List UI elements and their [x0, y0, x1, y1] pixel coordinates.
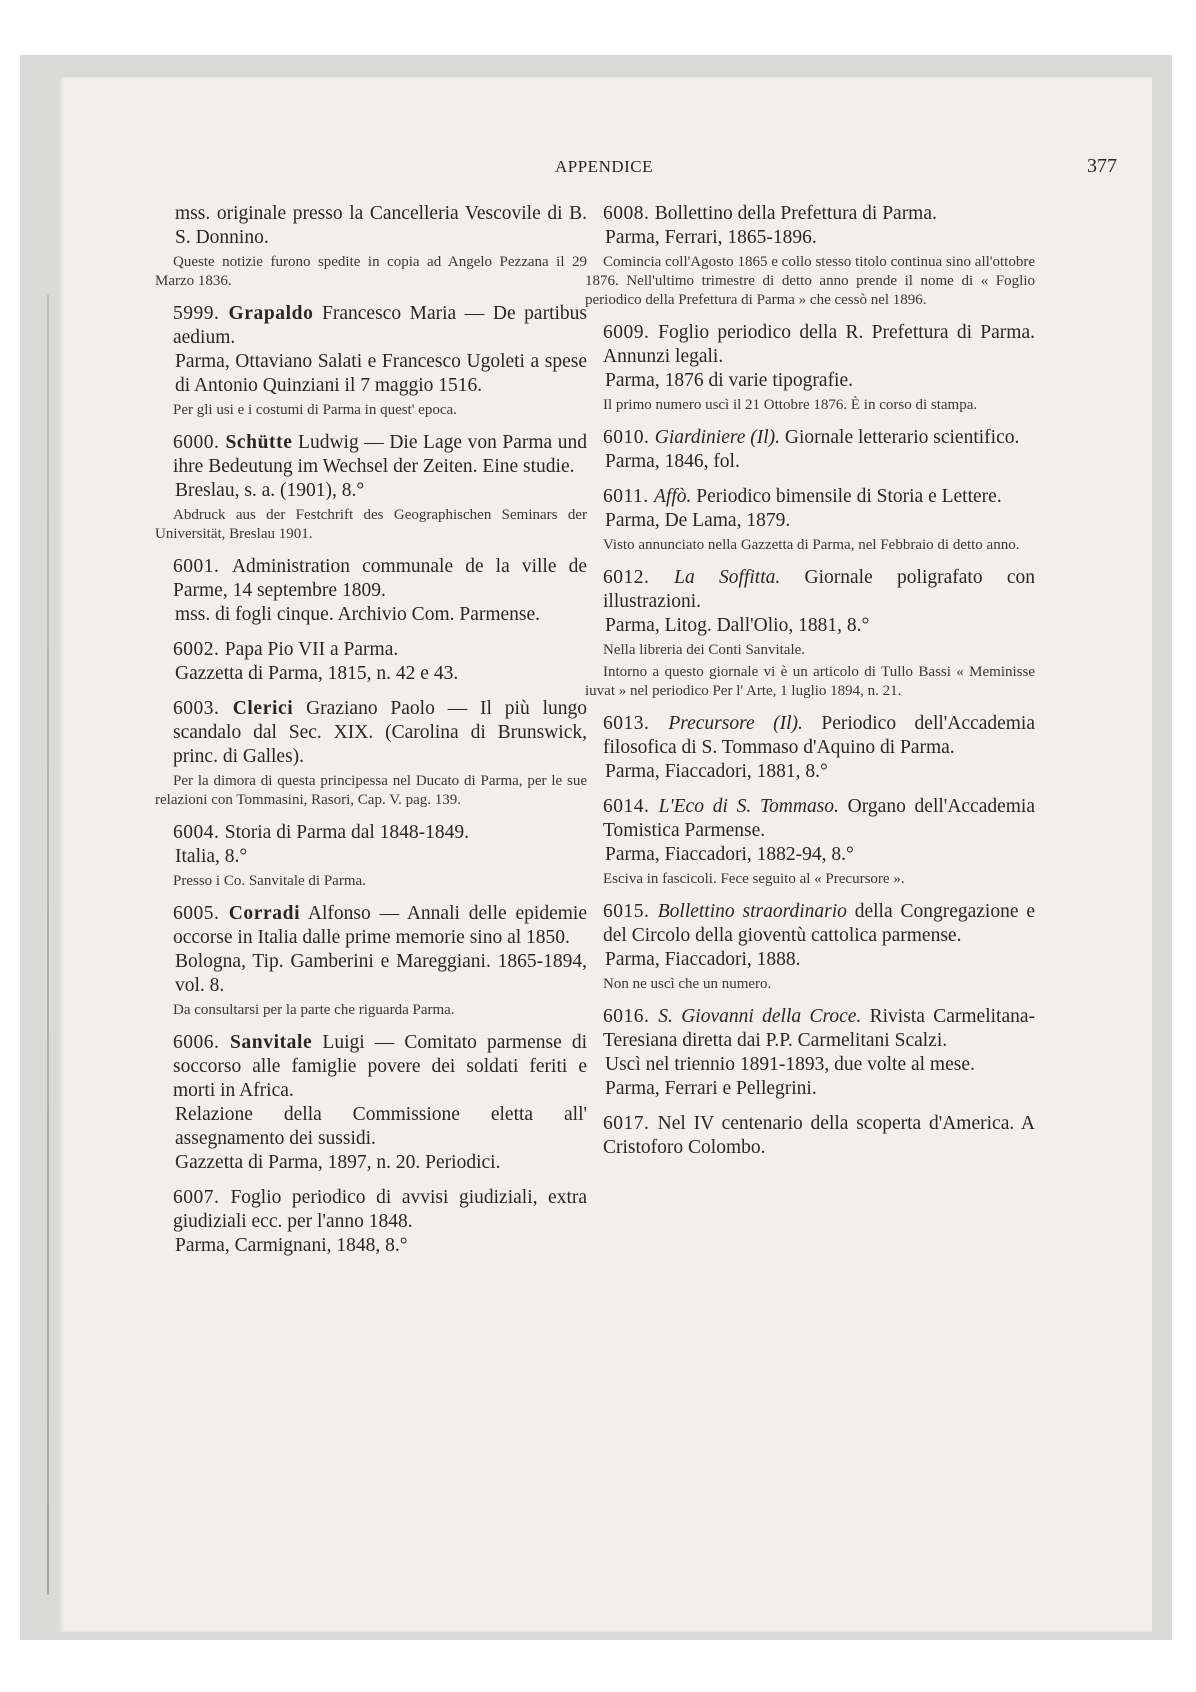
entry-number: 6015.: [603, 901, 658, 922]
entry-note: Intorno a questo giornale vi è un articolo di Tullo Bassi « Meminisse iuvat » nel periodico Per l' Arte, 1 luglio 1894, n. 21.: [585, 664, 1035, 699]
bibliography-entry: [585, 202, 1035, 310]
entry-title: Nel IV centenario della scoperta d'America. A Cristoforo Colombo.: [603, 1113, 1035, 1158]
bibliography-entry: [585, 712, 1035, 784]
entry-heading: [155, 902, 587, 950]
entry-publication: Parma, Fiaccadori, 1881, 8.°: [605, 761, 828, 782]
entry-heading: [585, 485, 1035, 509]
bibliography-entry: [155, 1031, 587, 1175]
entry-number: 6014.: [603, 796, 659, 817]
entry-title: Giornale poligrafato con illustrazioni.: [603, 567, 1036, 612]
entry-title: Alfonso — Annali delle epidemie occorse in Italia dalle prime memorie sino al 1850.: [173, 903, 587, 948]
entry-note: Abdruck aus der Festchrift des Geographischen Seminars der Universität, Breslau 1901.: [155, 507, 587, 542]
entry-title: Foglio periodico di avvisi giudiziali, extra giudiziali ecc. per l'anno 1848.: [173, 1187, 588, 1232]
bibliography-entry: [585, 485, 1035, 555]
bibliography-entry: [585, 1112, 1035, 1160]
entry-number: 6012.: [603, 567, 675, 588]
bibliography-entry: [155, 902, 587, 1020]
entry-publication: Parma, Litog. Dall'Olio, 1881, 8.°: [605, 615, 870, 636]
left-column: [155, 202, 587, 1269]
bibliography-entry: [155, 638, 587, 686]
entry-note: Per gli usi e i costumi di Parma in quest' epoca.: [173, 402, 457, 418]
entry-heading: [155, 1186, 587, 1234]
entry-title: Francesco Maria — De partibus aedium.: [173, 303, 587, 348]
bibliography-entry: [585, 426, 1035, 474]
bibliography-entry: [585, 566, 1035, 701]
entry-number: 6003.: [173, 698, 233, 719]
entry-heading: [585, 426, 1035, 450]
entry-heading: [585, 900, 1035, 948]
entry-title: Luigi — Comitato parmense di soccorso alle famiglie povere dei soldati feriti e morti in Africa.: [173, 1032, 588, 1101]
entry-number: 6005.: [173, 903, 229, 924]
bibliography-entry: [155, 202, 587, 291]
entry-heading: [585, 712, 1035, 760]
entry-publication: Relazione della Commissione eletta all' assegnamento dei sussidi.: [175, 1104, 587, 1149]
running-header: [60, 155, 1152, 185]
entry-number: 6004.: [173, 822, 225, 843]
entry-title: Rivista Carmelitana-Teresiana diretta dai P.P. Carmelitani Scalzi.: [603, 1006, 1036, 1051]
entry-publication: Parma, Ottaviano Salati e Francesco Ugoleti a spese di Antonio Quinziani il 7 maggio 1516.: [175, 351, 587, 396]
entry-heading: [155, 302, 587, 350]
entry-title: Papa Pio VII a Parma.: [224, 639, 399, 660]
entry-heading: [155, 555, 587, 603]
bibliography-entry: [155, 1186, 587, 1258]
entry-author: Corradi: [228, 903, 301, 924]
scanned-page-background: [20, 55, 1172, 1640]
entry-title: Storia di Parma dal 1848-1849.: [224, 822, 470, 843]
entry-heading: [585, 566, 1035, 614]
entry-title-italic: Affò.: [654, 486, 692, 507]
entry-number: 6016.: [603, 1006, 659, 1027]
entry-publication: Parma, 1846, fol.: [605, 451, 740, 472]
entry-title-italic: Bollettino straordinario: [657, 901, 847, 922]
binding-shadow: [47, 295, 49, 1595]
entry-title: Graziano Paolo — Il più lungo scandalo dal Sec. XIX. (Carolina di Brunswick, princ. di Galles).: [173, 698, 588, 767]
bibliography-entry: [155, 555, 587, 627]
entry-note: Il primo numero uscì il 21 Ottobre 1876. È in corso di stampa.: [603, 397, 978, 413]
running-title: APPENDICE: [555, 157, 654, 176]
entry-number: 6001.: [173, 556, 232, 577]
entry-publication: Gazzetta di Parma, 1897, n. 20. Periodici.: [175, 1152, 501, 1173]
entry-number: 6013.: [603, 713, 669, 734]
entry-publication: Gazzetta di Parma, 1815, n. 42 e 43.: [175, 663, 459, 684]
entry-title-italic: Precursore (Il).: [668, 713, 803, 734]
entry-heading: [155, 431, 587, 479]
entry-number: 6006.: [173, 1032, 230, 1053]
entry-publication: Parma, Ferrari, 1865-1896.: [605, 227, 817, 248]
entry-continuation: mss. originale presso la Cancelleria Vescovile di B. S. Donnino.: [175, 203, 587, 248]
entry-title: Organo dell'Accademia Tomistica Parmense.: [603, 796, 1036, 841]
entry-title: Giornale letterario scientifico.: [780, 427, 1020, 448]
entry-number: 6010.: [603, 427, 655, 448]
entry-author: Sanvitale: [229, 1032, 313, 1053]
entry-number: 6011.: [603, 486, 655, 507]
entry-publication: Uscì nel triennio 1891-1893, due volte al mese.: [605, 1054, 975, 1075]
entry-number: 6002.: [173, 639, 225, 660]
entry-title: Foglio periodico della R. Prefettura di Parma. Annunzi legali.: [603, 322, 1035, 367]
bibliography-entry: [585, 321, 1035, 415]
entry-note: Non ne uscì che un numero.: [603, 976, 772, 992]
bibliography-entry: [155, 431, 587, 544]
right-column: [585, 202, 1035, 1171]
entry-publication: Bologna, Tip. Gamberini e Mareggiani. 1865-1894, vol. 8.: [175, 951, 587, 996]
bibliography-entry: [155, 821, 587, 891]
page-number: 377: [1087, 155, 1117, 177]
entry-number: 6009.: [603, 322, 659, 343]
entry-heading: [585, 202, 1035, 226]
entry-note: Da consultarsi per la parte che riguarda Parma.: [173, 1002, 455, 1018]
entry-heading: [155, 638, 587, 662]
entry-title: della Congregazione e del Circolo della gioventù cattolica parmense.: [603, 901, 1036, 946]
entry-number: 5999.: [173, 303, 229, 324]
entry-author: Schütte: [225, 432, 293, 453]
entry-title-italic: Giardiniere (Il).: [654, 427, 781, 448]
entry-title: Periodico bimensile di Storia e Lettere.: [691, 486, 1002, 507]
entry-heading: [155, 821, 587, 845]
entry-title: Bollettino della Prefettura di Parma.: [654, 203, 937, 224]
entry-note: Per la dimora di questa principessa nel Ducato di Parma, per le sue relazioni con Tommasini, Rasori, Cap. V. pag. 139.: [155, 773, 587, 808]
book-page: [60, 77, 1152, 1632]
entry-number: 6017.: [603, 1113, 658, 1134]
entry-publication: Parma, Fiaccadori, 1888.: [605, 949, 801, 970]
entry-title: Administration communale de la ville de Parme, 14 septembre 1809.: [173, 556, 587, 601]
entry-publication: mss. di fogli cinque. Archivio Com. Parmense.: [175, 604, 541, 625]
entry-heading: [585, 321, 1035, 369]
entry-number: 6008.: [603, 203, 655, 224]
entry-heading: [155, 697, 587, 769]
entry-note: Comincia coll'Agosto 1865 e collo stesso titolo continua sino all'ottobre 1876. Nell'ultimo trimestre di detto anno prende il nome di « Foglio periodico della Prefettura di Parma » che cessò nel 1896.: [585, 254, 1035, 308]
entry-title: Ludwig — Die Lage von Parma und ihre Bedeutung im Wechsel der Zeiten. Eine studie.: [173, 432, 587, 477]
entry-author: Grapaldo: [228, 303, 314, 324]
entry-heading: [585, 1112, 1035, 1160]
entry-title-italic: L'Eco di S. Tommaso.: [658, 796, 839, 817]
entry-number: 6000.: [173, 432, 226, 453]
entry-publication: Parma, De Lama, 1879.: [605, 510, 791, 531]
entry-note: Nella libreria dei Conti Sanvitale.: [603, 642, 806, 658]
entry-title-italic: La Soffitta.: [674, 567, 781, 588]
entry-note: Queste notizie furono spedite in copia ad Angelo Pezzana il 29 Marzo 1836.: [155, 254, 587, 289]
entry-publication: Breslau, s. a. (1901), 8.°: [175, 480, 365, 501]
entry-title-italic: S. Giovanni della Croce.: [658, 1006, 862, 1027]
entry-publication: Parma, Fiaccadori, 1882-94, 8.°: [605, 844, 854, 865]
entry-heading: [155, 1031, 587, 1103]
entry-note: Presso i Co. Sanvitale di Parma.: [173, 873, 366, 889]
entry-publication: Parma, Carmignani, 1848, 8.°: [175, 1235, 408, 1256]
entry-note: Esciva in fascicoli. Fece seguito al « Precursore ».: [603, 871, 905, 887]
entry-publication: Parma, Ferrari e Pellegrini.: [605, 1078, 817, 1099]
entry-publication: Italia, 8.°: [175, 846, 248, 867]
entry-heading: [585, 1005, 1035, 1053]
bibliography-entry: [155, 302, 587, 420]
entry-author: Clerici: [232, 698, 294, 719]
entry-note: Visto annunciato nella Gazzetta di Parma, nel Febbraio di detto anno.: [603, 537, 1020, 553]
entry-publication: Parma, 1876 di varie tipografie.: [605, 370, 854, 391]
bibliography-entry: [585, 1005, 1035, 1101]
bibliography-entry: [585, 795, 1035, 889]
bibliography-entry: [585, 900, 1035, 994]
entry-heading: [585, 795, 1035, 843]
entry-number: 6007.: [173, 1187, 231, 1208]
entry-title: Periodico dell'Accademia filosofica di S. Tommaso d'Aquino di Parma.: [603, 713, 1035, 758]
bibliography-entry: [155, 697, 587, 810]
